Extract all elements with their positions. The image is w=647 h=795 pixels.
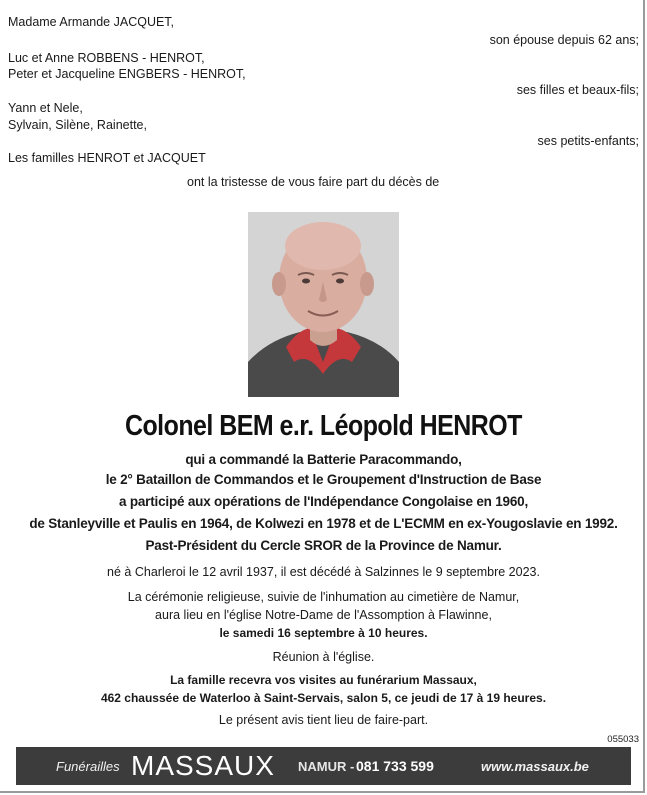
portrait-photo xyxy=(248,212,399,397)
bio-line-3: a participé aux opérations de l'Indépendance Congolaise en 1960, xyxy=(118,494,529,509)
banner-phone: 081 733 599 xyxy=(356,758,434,774)
children-role: ses filles et beaux-fils; xyxy=(516,83,639,97)
funeral-home-banner xyxy=(16,747,631,785)
bio-line-1: qui a commandé la Batterie Paracommando, xyxy=(185,452,462,467)
deceased-name: Colonel BEM e.r. Léopold HENROT xyxy=(124,410,522,442)
banner-website: www.massaux.be xyxy=(481,759,589,774)
announcement: ont la tristesse de vous faire part du décès de xyxy=(187,175,440,189)
banner-brand: MASSAUX xyxy=(131,750,275,781)
spouse-name: Madame Armande JACQUET, xyxy=(8,15,175,29)
ceremony-date: le samedi 16 septembre à 10 heures. xyxy=(219,626,428,640)
portrait-illustration xyxy=(248,212,399,397)
visits-line-2: 462 chaussée de Waterloo à Saint-Servais, salon 5, ce jeudi de 17 à 19 heures. xyxy=(100,691,547,705)
children-line-1: Luc et Anne ROBBENS - HENROT, xyxy=(8,51,205,65)
bio-line-5: Past-Président du Cercle SROR de la Province de Namur. xyxy=(145,538,502,553)
reference-code: 055033 xyxy=(607,734,639,745)
visits-line-1: La famille recevra vos visites au funérarium Massaux, xyxy=(170,673,477,687)
grandchildren-role: ses petits-enfants; xyxy=(537,134,639,148)
families-line: Les familles HENROT et JACQUET xyxy=(8,151,206,165)
grandchildren-line-1: Yann et Nele, xyxy=(8,101,83,115)
notice-line: Le présent avis tient lieu de faire-part. xyxy=(218,713,429,727)
bio-line-2: le 2° Bataillon de Commandos et le Groupement d'Instruction de Base xyxy=(105,472,542,487)
bio-line-4: de Stanleyville et Paulis en 1964, de Kolwezi en 1978 et de L'ECMM en ex-Yougoslavie en 1992. xyxy=(29,516,618,531)
banner-city: NAMUR - xyxy=(298,759,355,774)
banner-label: Funérailles xyxy=(56,759,120,774)
spouse-role: son épouse depuis 62 ans; xyxy=(489,33,639,47)
ceremony-line-2: aura lieu en l'église Notre-Dame de l'Assomption à Flawinne, xyxy=(155,608,492,622)
meeting-place: Réunion à l'église. xyxy=(272,650,375,664)
ceremony-line-1: La cérémonie religieuse, suivie de l'inhumation au cimetière de Namur, xyxy=(127,590,520,604)
birth-death-dates: né à Charleroi le 12 avril 1937, il est décédé à Salzinnes le 9 septembre 2023. xyxy=(107,565,540,579)
children-line-2: Peter et Jacqueline ENGBERS - HENROT, xyxy=(8,67,246,81)
grandchildren-line-2: Sylvain, Silène, Rainette, xyxy=(8,118,147,132)
